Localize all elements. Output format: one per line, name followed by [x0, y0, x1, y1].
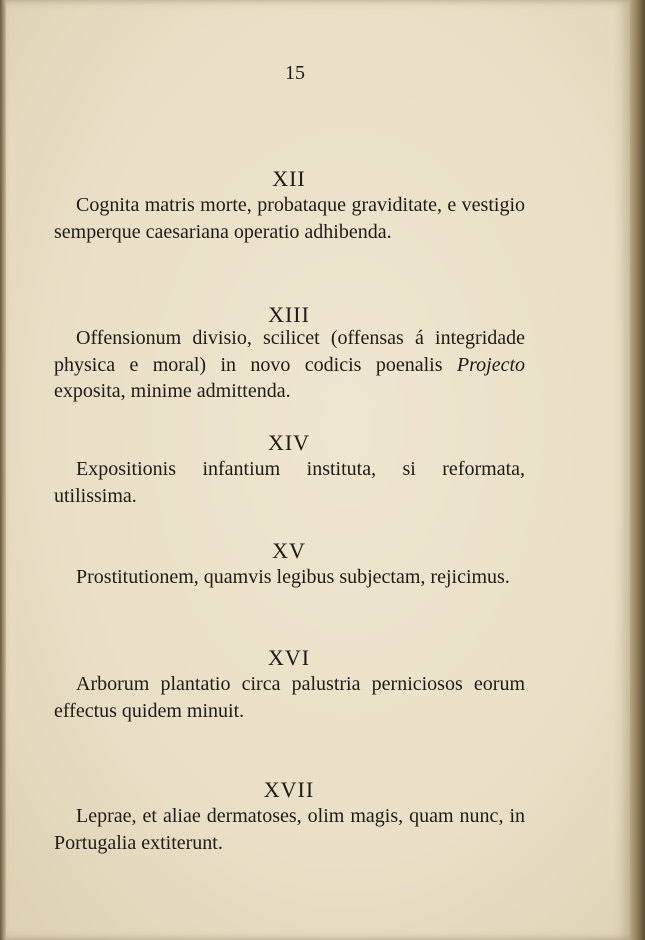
section-heading-xii: XII [272, 166, 306, 191]
section-text-xiii [54, 325, 525, 405]
section-heading-xv: XV [272, 538, 306, 563]
section-text-xv: Prostitutionem, quamvis legibus subjectam, rejicimus. [76, 566, 510, 588]
section-text-xiii-part2: exposita, minime admittenda. [54, 380, 291, 402]
section-text-xiv: Expositionis infantium instituta, si reformata, utilissima. [54, 458, 525, 507]
section-heading-xvii: XVII [263, 777, 315, 802]
section-text-xii: Cognita matris morte, probataque graviditate, e vestigio semperque caesariana operatio adhibenda. [54, 194, 525, 243]
section-heading-xvi: XVI [267, 645, 311, 670]
page-number: 15 [285, 62, 305, 84]
section-heading-xiii: XIII [268, 302, 310, 327]
section-text-xvi: Arborum plantatio circa palustria perniciosos eorum effectus quidem minuit. [54, 673, 525, 722]
section-heading-xiv: XIV [267, 430, 311, 455]
section-text-xiii-part1: Offensionum divisio, scilicet (offensas á integridade physica e moral) in novo codicis poenalis [54, 327, 525, 376]
section-text-xvii: Leprae, et aliae dermatoses, olim magis, quam nunc, in Portugalia extiterunt. [54, 805, 525, 854]
italic-term: Projecto [456, 353, 525, 376]
page-edge [630, 0, 645, 940]
